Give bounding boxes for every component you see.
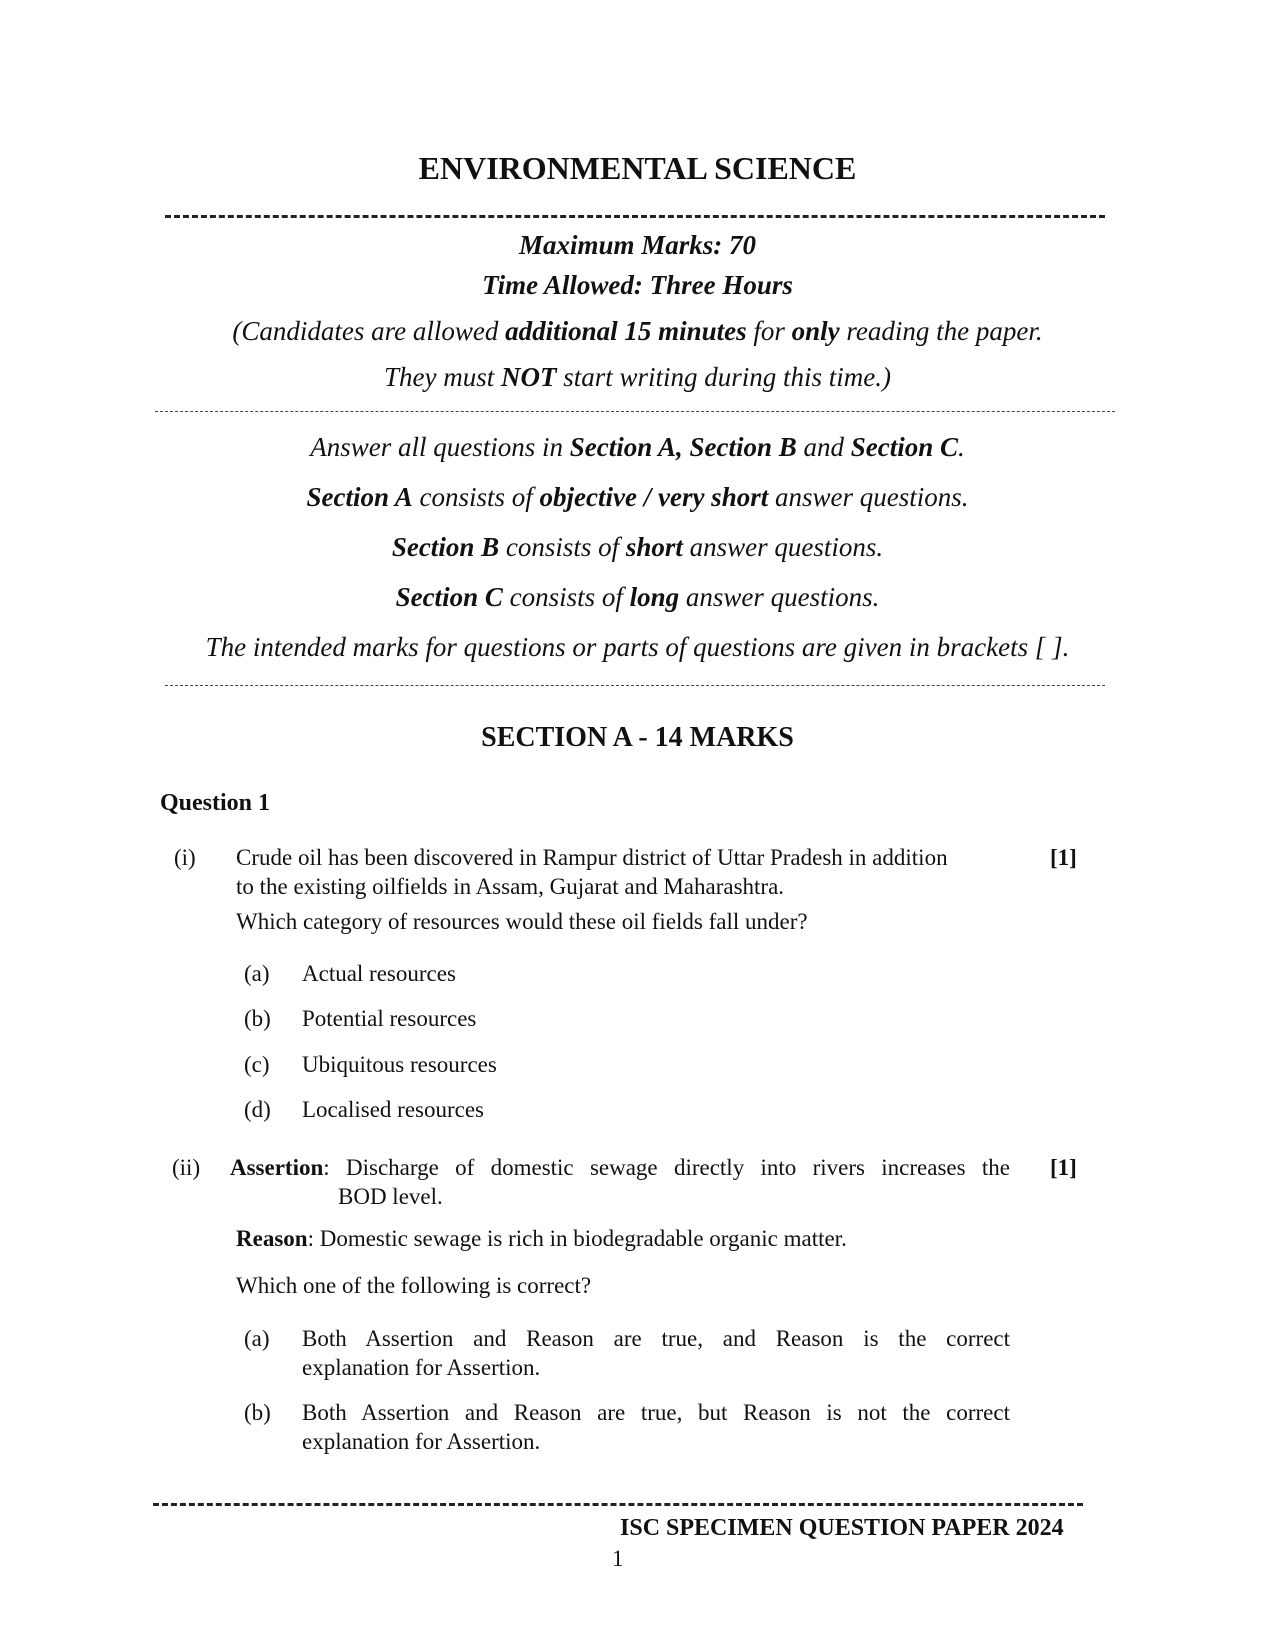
page-number: 1 [612,1546,624,1571]
part-i-number: (i) [174,845,196,870]
question-1-heading: Question 1 [160,790,271,816]
option-label: (d) [244,1097,271,1122]
instruction-line2: Section A consists of objective / very short answer questions. [306,482,969,512]
option-label: (b) [244,1400,271,1425]
option-text: Actual resources [302,961,456,986]
time-allowed: Time Allowed: Three Hours [482,270,793,300]
part-i-marks: [1] [1050,845,1077,870]
part-i-line3: Which category of resources would these oil fields fall under? [236,909,808,934]
assertion-line2: BOD level. [338,1184,443,1209]
reading-time-line1: (Candidates are allowed additional 15 minutes for only reading the paper. [232,316,1043,346]
option-label: (a) [244,961,270,986]
max-marks: Maximum Marks: 70 [518,230,757,260]
part-ii-prompt: Which one of the following is correct? [236,1273,592,1298]
part-ii-number: (ii) [172,1155,201,1180]
footer-paper-title: ISC SPECIMEN QUESTION PAPER 2024 [620,1515,1064,1541]
divider-bottom [165,685,1105,686]
option-text-line2: explanation for Assertion. [302,1355,541,1380]
footer-divider [153,1503,1083,1506]
option-text-line1: Both Assertion and Reason are true, and Reason is the correct [302,1326,1010,1351]
part-ii-marks: [1] [1050,1155,1077,1180]
divider-top [165,215,1105,218]
paper-title: ENVIRONMENTAL SCIENCE [418,150,857,186]
instruction-line1: Answer all questions in Section A, Section B and Section C. [310,432,965,462]
part-i-line1: Crude oil has been discovered in Rampur district of Uttar Pradesh in addition [236,845,948,870]
option-label: (b) [244,1006,271,1031]
instruction-line5: The intended marks for questions or parts of questions are given in brackets [ ]. [205,632,1070,662]
option-text: Ubiquitous resources [302,1052,497,1077]
option-label: (c) [244,1052,270,1077]
instruction-line4: Section C consists of long answer questions. [395,582,880,612]
option-text-line1: Both Assertion and Reason are true, but Reason is not the correct [302,1400,1010,1425]
section-a-title: SECTION A - 14 MARKS [481,722,794,753]
option-text: Localised resources [302,1097,485,1122]
option-text: Potential resources [302,1006,477,1031]
instruction-line3: Section B consists of short answer questions. [391,532,884,562]
option-text-line2: explanation for Assertion. [302,1429,541,1454]
part-i-line2: to the existing oilfields in Assam, Gujarat and Maharashtra. [236,874,785,899]
assertion-line1: Assertion: Discharge of domestic sewage directly into rivers increases the [230,1155,1010,1180]
reason-line: Reason: Domestic sewage is rich in biodegradable organic matter. [236,1226,847,1251]
reading-time-line2: They must NOT start writing during this time.) [383,362,892,392]
divider-middle [155,411,1115,412]
option-label: (a) [244,1326,270,1351]
